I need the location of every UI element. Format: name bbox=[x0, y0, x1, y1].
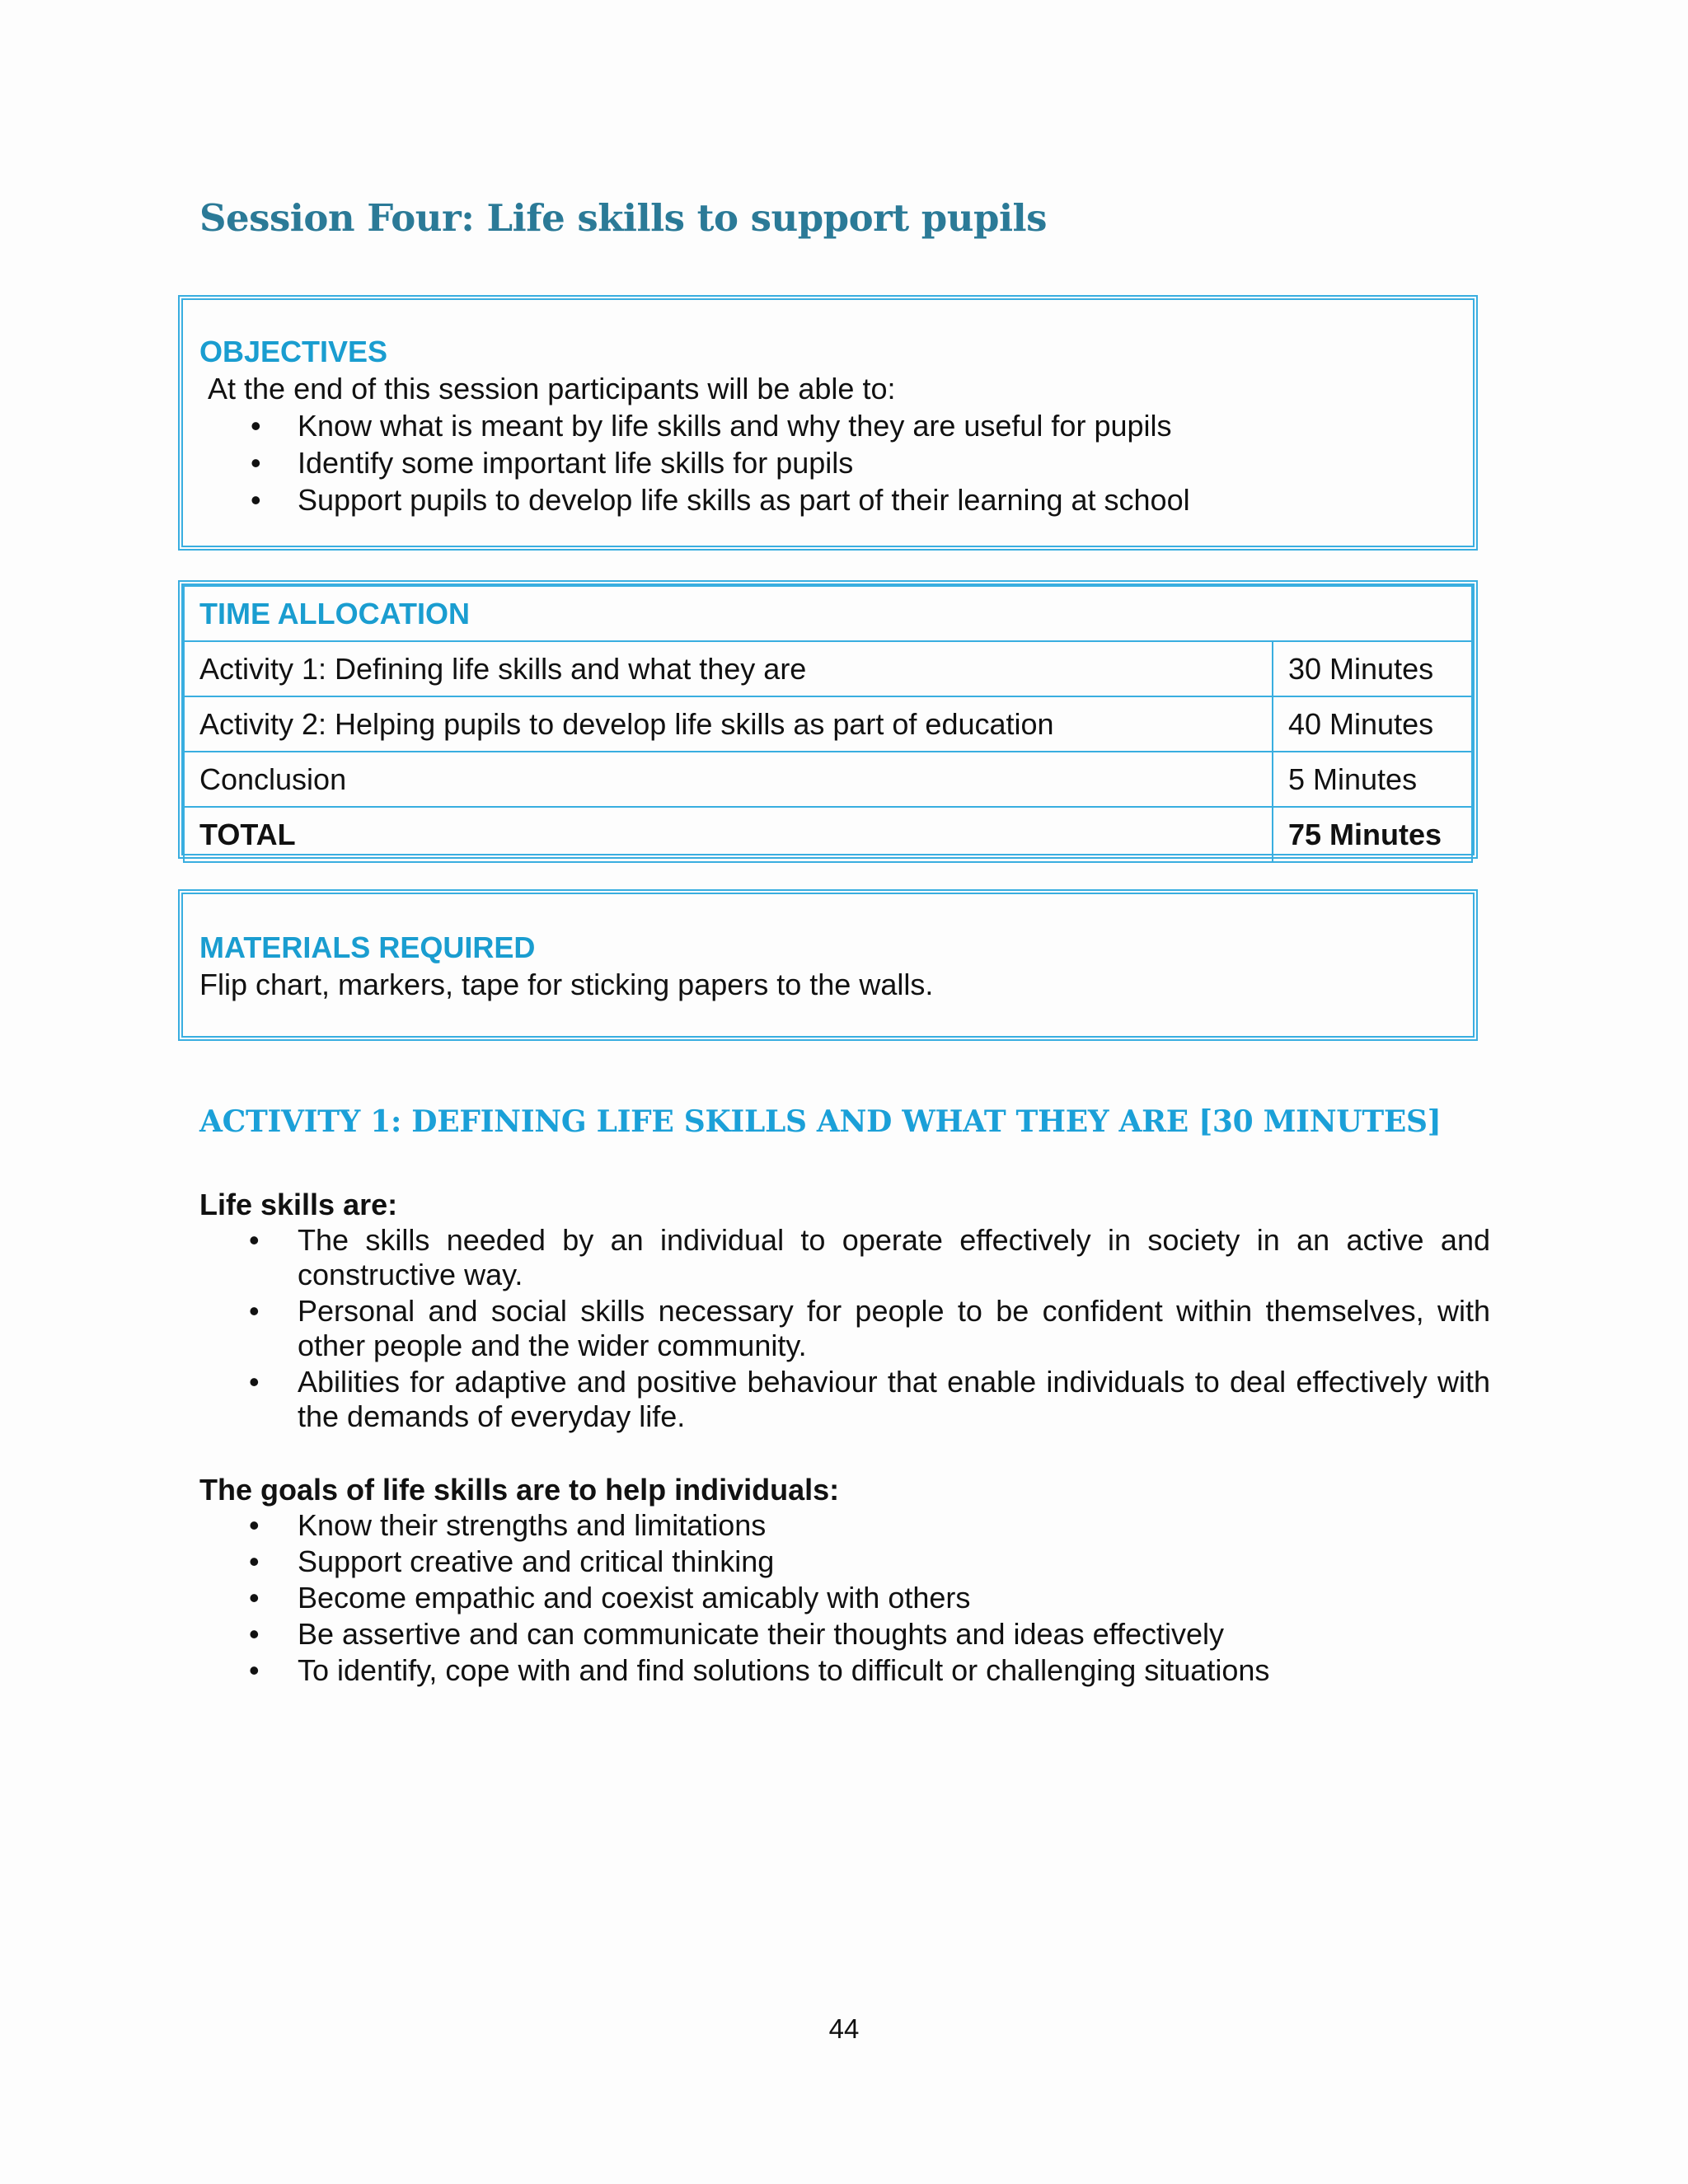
materials-text: Flip chart, markers, tape for sticking papers to the walls. bbox=[199, 968, 934, 1001]
bullet-icon: • bbox=[249, 1581, 260, 1615]
bullet-icon: • bbox=[249, 1294, 260, 1328]
objectives-intro: At the end of this session participants will be able to: bbox=[208, 372, 896, 405]
activity-cell: Activity 2: Helping pupils to develop life skills as part of education bbox=[184, 696, 1273, 752]
total-duration: 75 Minutes bbox=[1273, 807, 1472, 862]
bullet-icon: • bbox=[249, 1653, 260, 1687]
list-item: • To identify, cope with and find solutions to difficult or challenging situations bbox=[249, 1653, 1270, 1687]
goals-label: The goals of life skills are to help individuals: bbox=[199, 1473, 840, 1507]
table-header-row bbox=[184, 586, 1472, 641]
life-skills-list bbox=[199, 1223, 1490, 1434]
list-item: • Abilities for adaptive and positive behaviour that enable individuals to deal effectively with the demands of everyday life. bbox=[249, 1365, 1490, 1433]
goals-list bbox=[199, 1508, 1490, 1688]
bullet-icon: • bbox=[251, 446, 261, 480]
activity-cell: Activity 1: Defining life skills and what they are bbox=[184, 641, 1273, 696]
bullet-icon: • bbox=[251, 483, 261, 517]
list-item: • Identify some important life skills for pupils bbox=[251, 446, 854, 480]
table-row bbox=[184, 641, 1472, 696]
objectives-box bbox=[181, 298, 1475, 547]
list-item: • Support creative and critical thinking bbox=[249, 1544, 775, 1578]
bullet-icon: • bbox=[249, 1508, 260, 1542]
session-title: Session Four: Life skills to support pupils bbox=[199, 196, 1047, 240]
list-item: • Know what is meant by life skills and why they are useful for pupils bbox=[251, 409, 1172, 443]
total-label: TOTAL bbox=[184, 807, 1273, 862]
bullet-icon: • bbox=[249, 1617, 260, 1651]
bullet-icon: • bbox=[249, 1365, 260, 1399]
total-row bbox=[184, 807, 1472, 862]
duration-cell: 30 Minutes bbox=[1273, 641, 1472, 696]
time-allocation-heading: TIME ALLOCATION bbox=[184, 586, 1472, 641]
bullet-icon: • bbox=[251, 409, 261, 443]
list-item: • Personal and social skills necessary for people to be confident within themselves, with other people and the wider community. bbox=[249, 1294, 1490, 1362]
duration-cell: 5 Minutes bbox=[1273, 752, 1472, 807]
life-skills-section bbox=[199, 1187, 1490, 1436]
objectives-list bbox=[199, 407, 1456, 518]
list-item: • Support pupils to develop life skills as part of their learning at school bbox=[251, 483, 1190, 517]
table-row bbox=[184, 696, 1472, 752]
life-skills-label: Life skills are: bbox=[199, 1188, 398, 1221]
bullet-icon: • bbox=[249, 1223, 260, 1257]
page-number: 44 bbox=[828, 2013, 860, 2044]
bullet-icon: • bbox=[249, 1544, 260, 1578]
duration-cell: 40 Minutes bbox=[1273, 696, 1472, 752]
table-row bbox=[184, 752, 1472, 807]
list-item: • The skills needed by an individual to operate effectively in society in an active and constructive way. bbox=[249, 1223, 1490, 1291]
materials-box bbox=[181, 893, 1475, 1038]
list-item: • Become empathic and coexist amicably with others bbox=[249, 1581, 971, 1615]
activity-cell: Conclusion bbox=[184, 752, 1273, 807]
list-item: • Know their strengths and limitations bbox=[249, 1508, 767, 1542]
time-allocation-table bbox=[183, 585, 1473, 863]
objectives-heading: OBJECTIVES bbox=[199, 335, 388, 368]
activity-title: ACTIVITY 1: DEFINING LIFE SKILLS AND WHAT THEY ARE [30 MINUTES] bbox=[199, 1104, 1442, 1139]
time-allocation-box bbox=[181, 583, 1475, 855]
list-item: • Be assertive and can communicate their thoughts and ideas effectively bbox=[249, 1617, 1224, 1651]
goals-section bbox=[199, 1472, 1490, 1690]
materials-heading: MATERIALS REQUIRED bbox=[199, 930, 536, 964]
